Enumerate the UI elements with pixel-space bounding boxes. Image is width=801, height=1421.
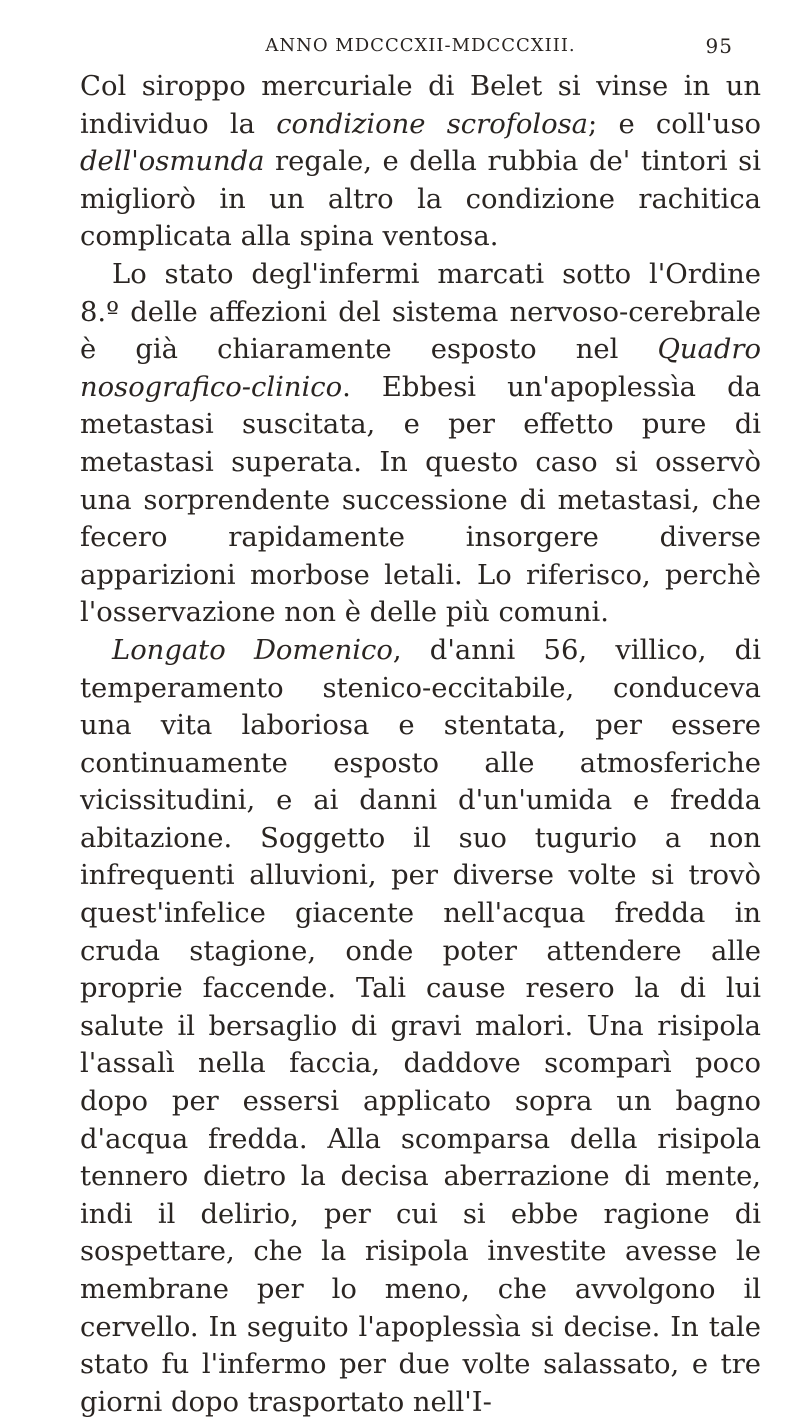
- italic-segment: Longato Domenico: [112, 634, 393, 666]
- text-segment: . Ebbesi un'apoplessìa da metastasi suscitata, e per effetto pure di metastasi superata. In questo caso si osservò una sorprendente successione di metastasi, che fecero rapidamente insorgere diverse apparizioni morbose letali. Lo riferisco, perchè l'osservazione non è delle più comuni.: [80, 371, 761, 629]
- body-text: [80, 68, 761, 1421]
- text-segment: ; e coll'uso: [587, 108, 761, 140]
- text-segment: Col siroppo mercuriale di Belet si vinse in un individuo la: [80, 71, 761, 140]
- text-segment: , d'anni 56, villico, di temperamento stenico-eccitabile, conduceva una vita laboriosa e stentata, per essere continuamente esposto alle atmosferiche vicissitudini, e ai danni d'un'umida e fredda abitazione. Soggetto il suo tugurio a non infrequenti alluvioni, per diverse volte si trovò quest'infelice giacente nell'acqua fredda in cruda stagione, onde poter attendere alle proprie faccende. Tali cause resero la di lui salute il bersaglio di gravi malori. Una risipola l'assalì nella faccia, daddove scomparì poco dopo per essersi applicato sopra un bagno d'acqua fredda. Alla scomparsa della risipola tennero dietro la decisa aberrazione di mente, indi il delirio, per cui si ebbe ragione di sospettare, che la risipola investite avesse le membrane per lo meno, che avvolgono il cervello. In seguito l'apoplessìa si decise. In tale stato fu l'infermo per due volte salassato, e tre giorni dopo trasportato nell'I-: [80, 634, 761, 1418]
- text-segment: regale, e della rubbia de' tintori si migliorò in un altro la condizione rachitica complicata alla spina ventosa.: [80, 146, 761, 253]
- paragraph: [80, 632, 761, 1421]
- text-segment: Lo stato degl'infermi marcati sotto l'Ordine 8.º delle affezioni del sistema nervoso-cerebrale è già chiaramente esposto nel: [80, 258, 761, 366]
- paragraph: [80, 256, 761, 632]
- italic-segment: Quadro nosografico-clinico: [80, 334, 761, 403]
- running-title: ANNO MDCCCXII-MDCCCXIII.: [265, 35, 576, 56]
- page-header: [80, 26, 761, 66]
- italic-segment: condizione scrofolosa: [276, 108, 588, 140]
- italic-segment: dell'osmunda: [80, 146, 265, 178]
- paragraph: [80, 68, 761, 256]
- page-number: 95: [705, 34, 733, 58]
